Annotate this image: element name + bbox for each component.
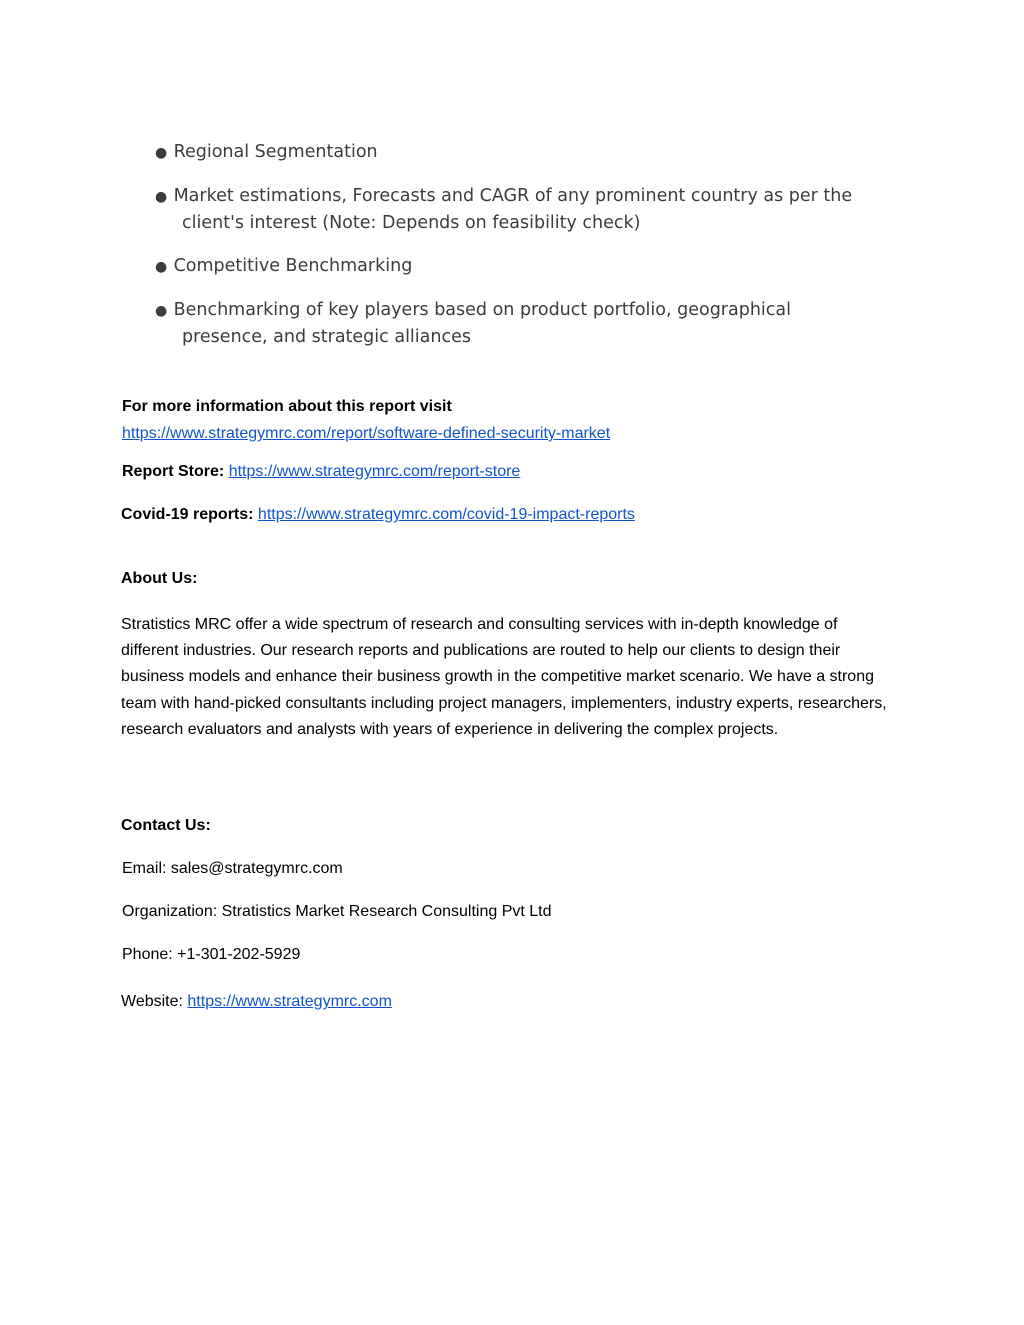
bullet-item — [155, 183, 875, 236]
bullet-text: Regional Segmentation — [173, 142, 378, 162]
contact-heading: Contact Us: — [121, 817, 211, 834]
contact-email: Email: sales@strategymrc.com — [122, 860, 343, 877]
contact-phone: Phone: +1-301-202-5929 — [122, 946, 301, 963]
contact-organization: Organization: Stratistics Market Research Consulting Pvt Ltd — [122, 903, 552, 920]
website-label: Website: — [121, 993, 183, 1010]
bullet-item — [155, 139, 875, 166]
website-link[interactable]: https://www.strategymrc.com — [187, 993, 392, 1010]
bullet-text: Competitive Benchmarking — [173, 256, 413, 276]
covid-reports-label: Covid-19 reports: — [121, 506, 254, 523]
covid-reports-line — [121, 506, 901, 524]
report-store-link[interactable]: https://www.strategymrc.com/report-store — [228, 463, 521, 480]
report-link[interactable]: https://www.strategymrc.com/report/software-defined-security-market — [122, 425, 611, 442]
bullet-item — [155, 253, 875, 280]
about-paragraph: Stratistics MRC offer a wide spectrum of research and consulting services with in-depth knowledge of different industries. Our research reports and publications are routed to help our clients to design their business models and enhance their business growth in the competitive market scenario. We have a strong team with hand-picked consultants including project managers, implementers, industry experts, researchers, research evaluators and analysts with years of experience in delivering the complex projects. — [121, 616, 887, 738]
bullet-dot-icon: ● — [155, 259, 168, 275]
more-info-block — [122, 393, 902, 447]
bullet-list — [155, 139, 875, 367]
bullet-text: Benchmarking of key players based on product portfolio, geographical presence, and strategic alliances — [173, 300, 791, 347]
bullet-dot-icon: ● — [155, 303, 168, 319]
covid-reports-link[interactable]: https://www.strategymrc.com/covid-19-impact-reports — [257, 506, 635, 523]
bullet-text: Market estimations, Forecasts and CAGR of any prominent country as per the client's interest (Note: Depends on feasibility check) — [173, 186, 853, 233]
more-info-label: For more information about this report visit — [122, 398, 452, 415]
bullet-item — [155, 297, 875, 350]
bullet-dot-icon: ● — [155, 145, 168, 161]
report-store-label: Report Store: — [122, 463, 225, 480]
report-store-line — [122, 463, 902, 481]
bullet-dot-icon: ● — [155, 189, 168, 205]
about-heading: About Us: — [121, 570, 198, 587]
contact-website-line — [121, 993, 901, 1011]
